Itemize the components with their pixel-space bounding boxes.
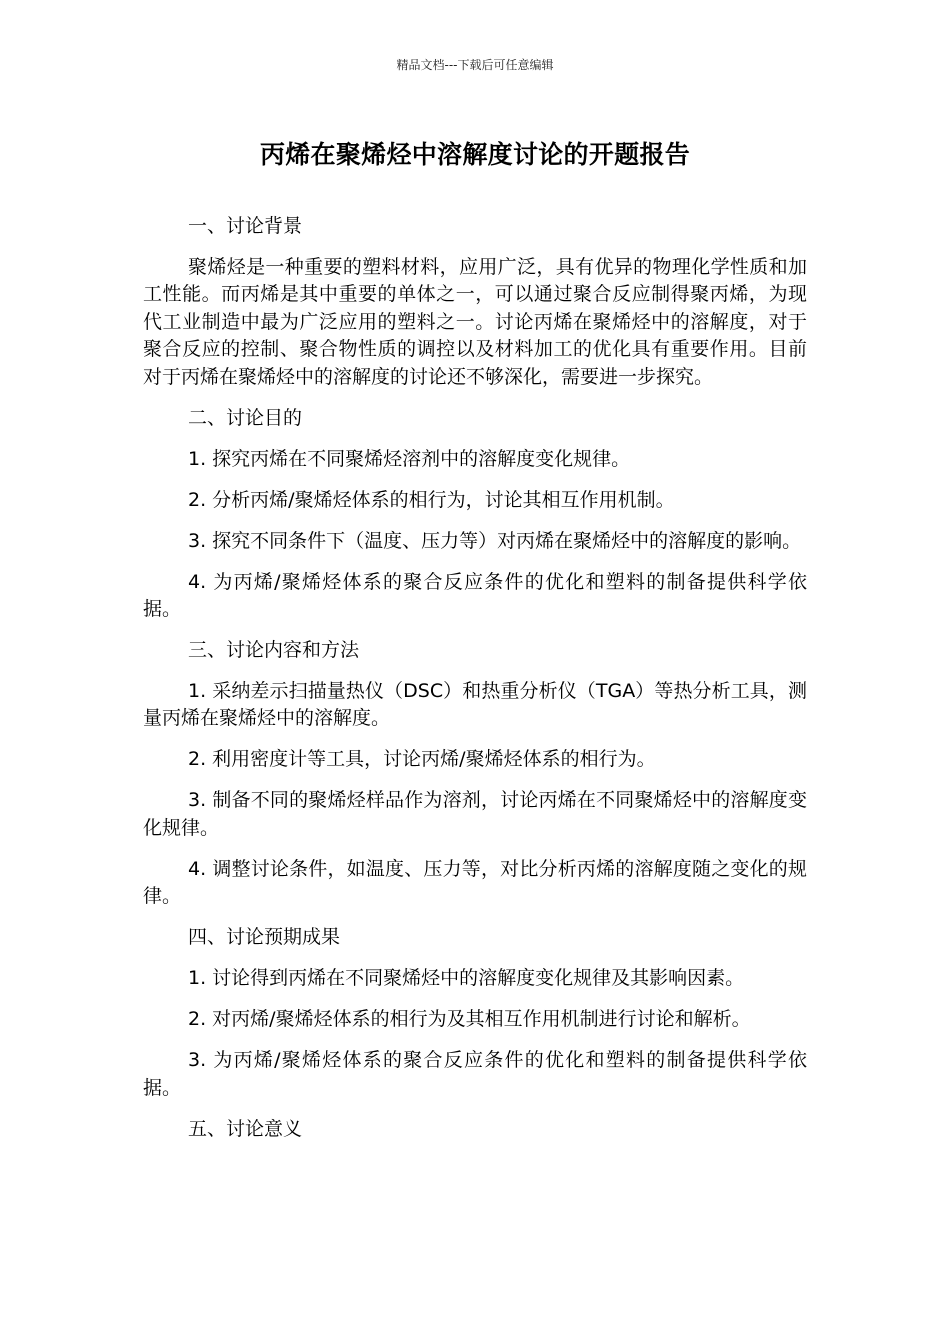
purpose-item: 3. 探究不同条件下（温度、压力等）对丙烯在聚烯烃中的溶解度的影响。 — [188, 529, 802, 552]
section-heading-content-methods: 三、讨论内容和方法 — [188, 639, 360, 662]
section-heading-significance: 五、讨论意义 — [188, 1117, 303, 1140]
purpose-item: 1. 探究丙烯在不同聚烯烃溶剂中的溶解度变化规律。 — [188, 447, 631, 470]
method-item: 4. 调整讨论条件，如温度、压力等，对比分析丙烯的溶解度随之变化的规律。 — [143, 857, 807, 908]
result-item: 1. 讨论得到丙烯在不同聚烯烃中的溶解度变化规律及其影响因素。 — [188, 967, 745, 990]
section-heading-background: 一、讨论背景 — [188, 215, 303, 237]
purpose-item: 4. 为丙烯/聚烯烃体系的聚合反应条件的优化和塑料的制备提供科学依据。 — [143, 570, 807, 621]
section-heading-expected-results: 四、讨论预期成果 — [188, 926, 341, 949]
method-item: 1. 采纳差示扫描量热仪（DSC）和热重分析仪（TGA）等热分析工具，测量丙烯在聚烯烃中的溶解度。 — [143, 680, 807, 730]
result-item: 3. 为丙烯/聚烯烃体系的聚合反应条件的优化和塑料的制备提供科学依据。 — [143, 1049, 807, 1099]
method-item: 3. 制备不同的聚烯烃样品作为溶剂，讨论丙烯在不同聚烯烃中的溶解度变化规律。 — [143, 789, 807, 839]
section-heading-purpose: 二、讨论目的 — [188, 406, 303, 429]
document-body — [143, 213, 807, 1157]
background-paragraph: 聚烯烃是一种重要的塑料材料，应用广泛，具有优异的物理化学性质和加工性能。而丙烯是其中重要的单体之一，可以通过聚合反应制得聚丙烯，为现代工业制造中最为广泛应用的塑料之一。讨论丙烯在聚烯烃中的溶解度，对于聚合反应的控制、聚合物性质的调控以及材料加工的优化具有重要作用。目前对于丙烯在聚烯烃中的溶解度的讨论还不够深化，需要进一步探究。 — [143, 256, 807, 388]
method-item: 2. 利用密度计等工具，讨论丙烯/聚烯烃体系的相行为。 — [188, 748, 656, 771]
result-item: 2. 对丙烯/聚烯烃体系的相行为及其相互作用机制进行讨论和解析。 — [188, 1008, 751, 1031]
document-title: 丙烯在聚烯烃中溶解度讨论的开题报告 — [259, 140, 691, 169]
header-note: 精品文档---下载后可任意编辑 — [396, 58, 554, 72]
purpose-item: 2. 分析丙烯/聚烯烃体系的相行为，讨论其相互作用机制。 — [188, 488, 675, 511]
